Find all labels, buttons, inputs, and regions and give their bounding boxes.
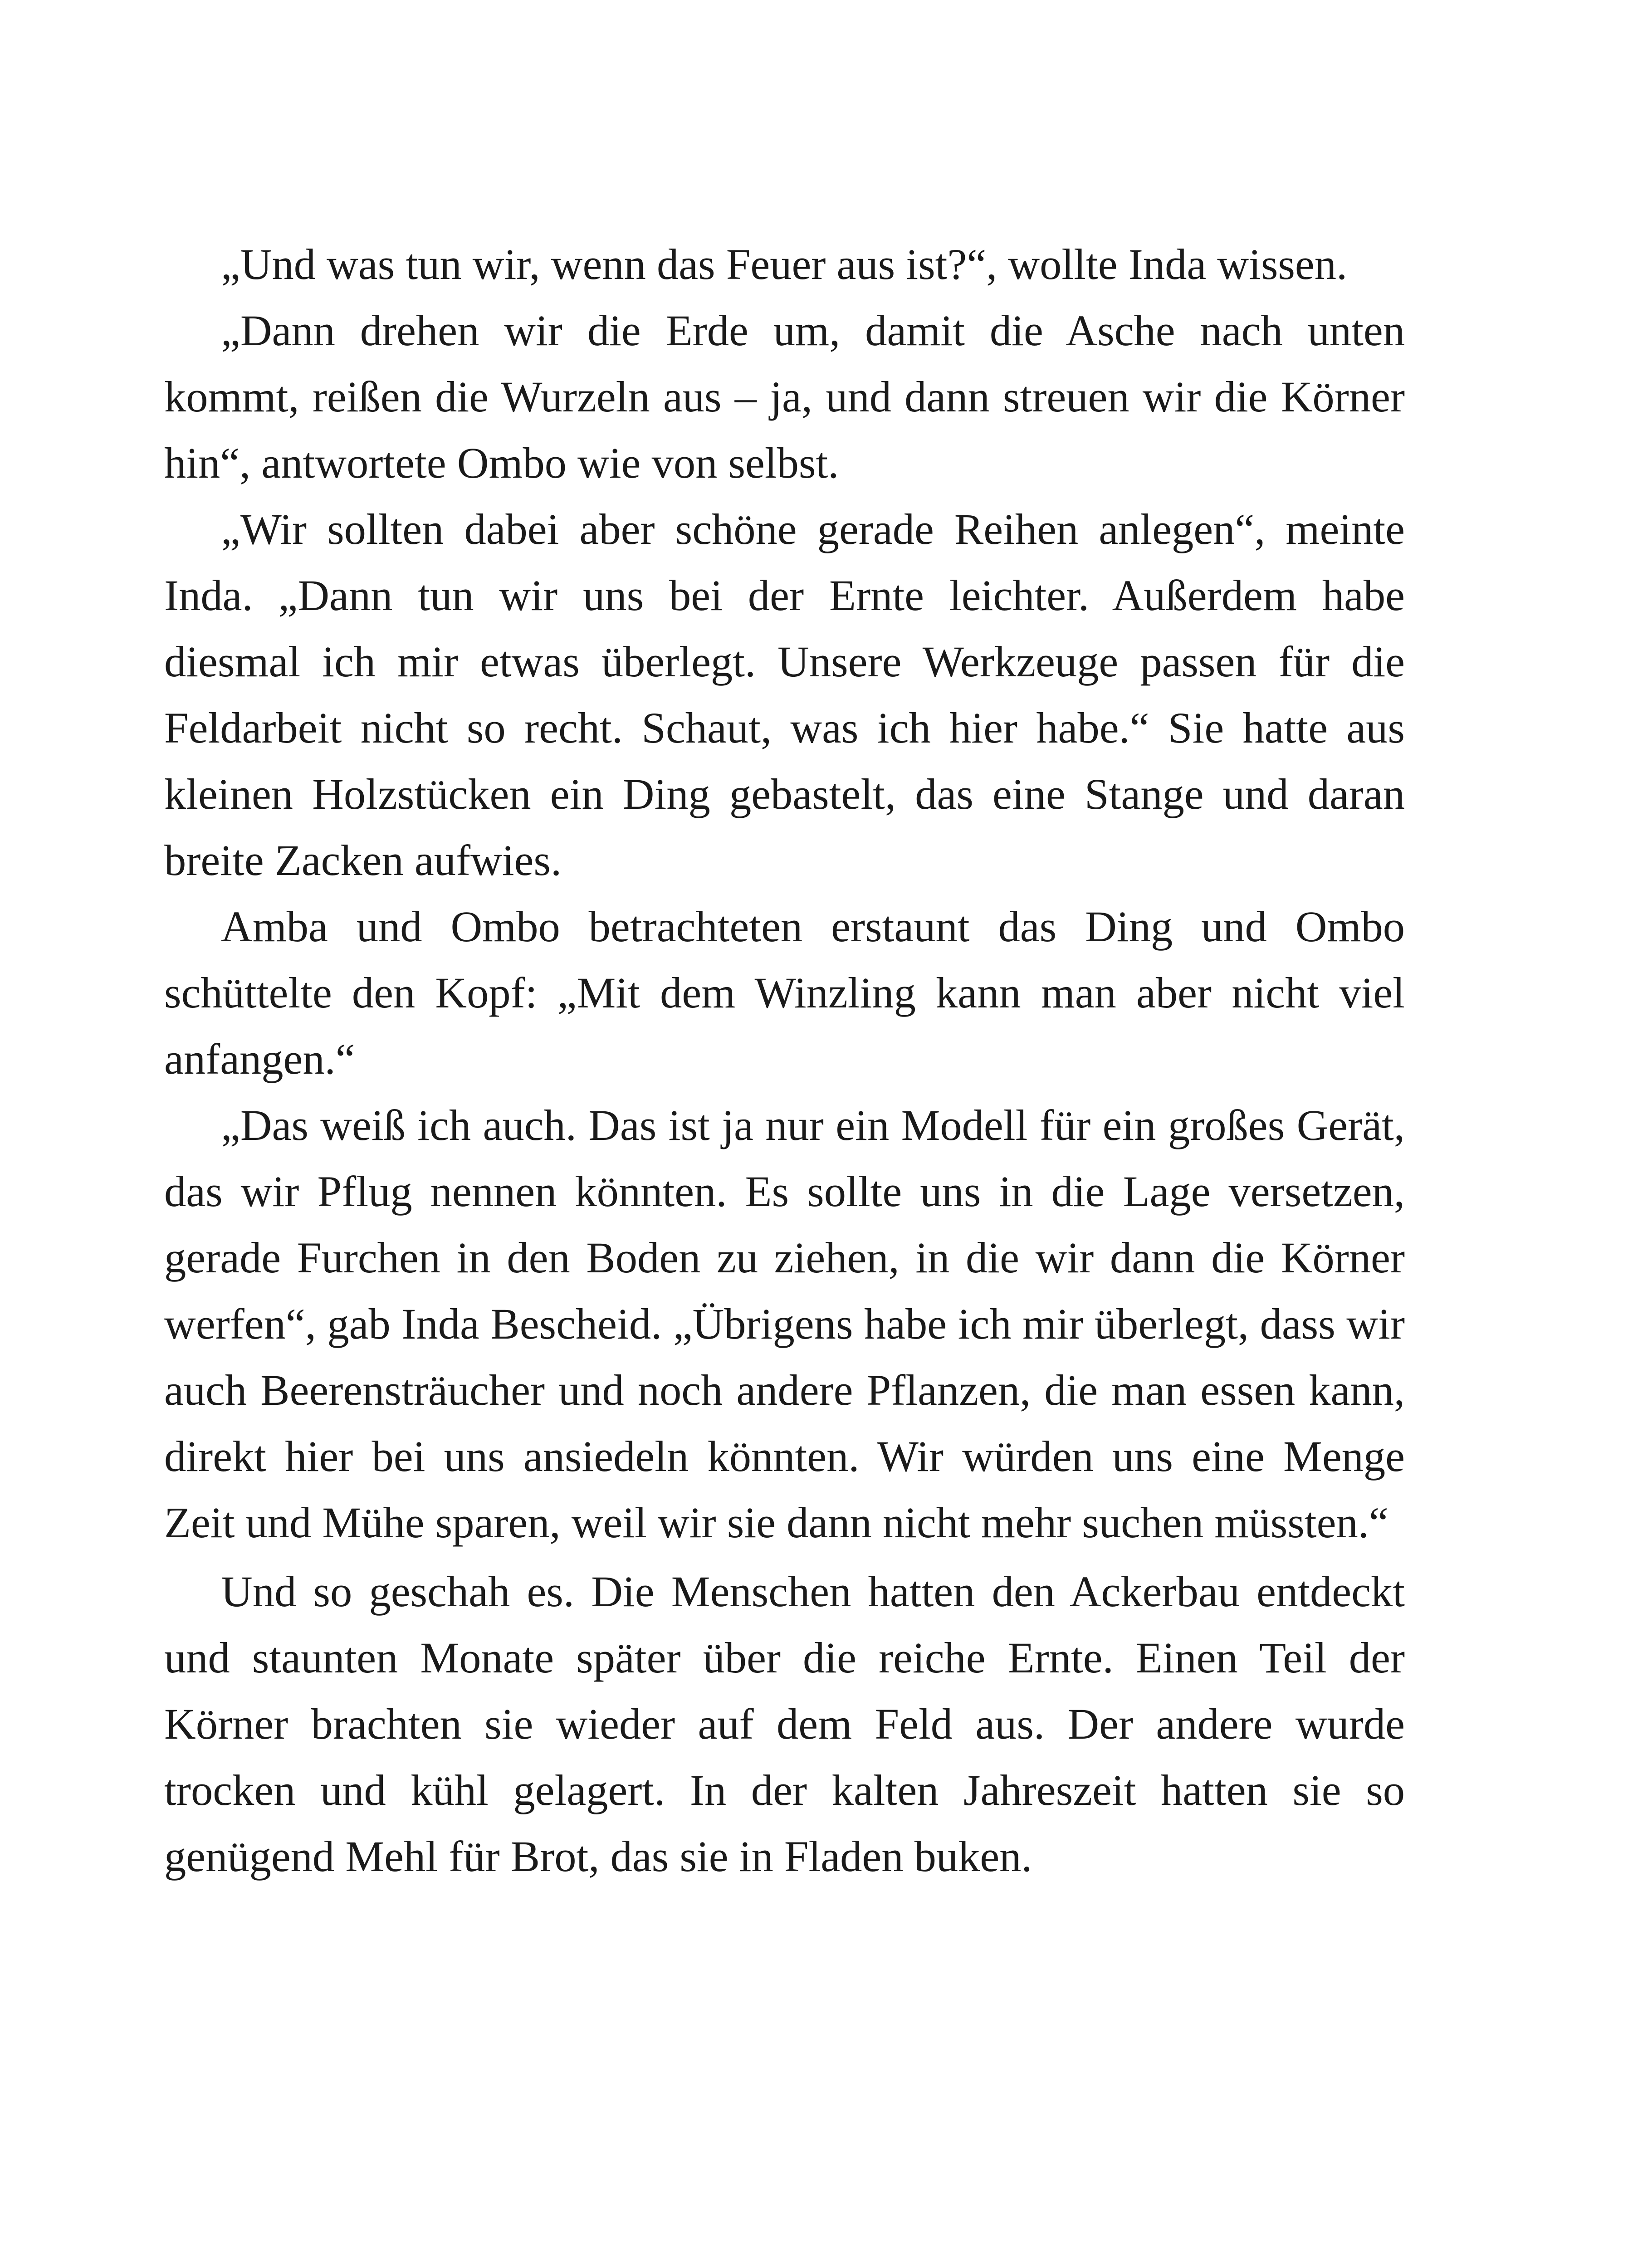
paragraph-1: „Und was tun wir, wenn das Feuer aus ist?“, wollte Inda wissen. xyxy=(221,240,1348,288)
paragraph-3: „Wir sollten dabei aber schöne gerade Reihen anlegen“, meinte Inda. „Dann tun wir uns bei der Ernte leichter. Außerdem habe diesmal ich mir etwas überlegt. Unsere Werkzeuge passen für die Feldarbeit nicht so recht. Schaut, was ich hier habe.“ Sie hatte aus kleinen Holzstücken ein Ding gebastelt, das eine Stange und daran breite Zacken aufwies. xyxy=(164,505,1405,885)
paragraph-5: „Das weiß ich auch. Das ist ja nur ein Modell für ein großes Gerät, das wir Pflug nennen könnten. Es sollte uns in die Lage versetzen, gerade Furchen in den Boden zu ziehen, in die wir dann die Körner werfen“, gab Inda Bescheid. „Übrigens habe ich mir überlegt, dass wir auch Beerensträucher und noch andere Pflanzen, die man essen kann, direkt hier bei uns ansiedeln könnten. Wir würden uns eine Menge Zeit und Mühe sparen, weil wir sie dann nicht mehr suchen müssten.“ xyxy=(164,1101,1405,1547)
paragraph-6: Und so geschah es. Die Menschen hatten den Ackerbau entdeckt und staunten Monate später über die reiche Ernte. Einen Teil der Körner brachten sie wieder auf dem Feld aus. Der andere wurde trocken und kühl gelagert. In der kalten Jahreszeit hatten sie so genügend Mehl für Brot, das sie in Fladen buken. xyxy=(164,1567,1405,1881)
body-text xyxy=(164,231,1405,1890)
paragraph-2: „Dann drehen wir die Erde um, damit die Asche nach unten kommt, reißen die Wurzeln aus – ja, und dann streuen wir die Körner hin“, antwortete Ombo wie von selbst. xyxy=(164,306,1405,487)
paragraph-4: Amba und Ombo betrachteten erstaunt das Ding und Ombo schüttelte den Kopf: „Mit dem Winzling kann man aber nicht viel anfangen.“ xyxy=(164,902,1405,1083)
